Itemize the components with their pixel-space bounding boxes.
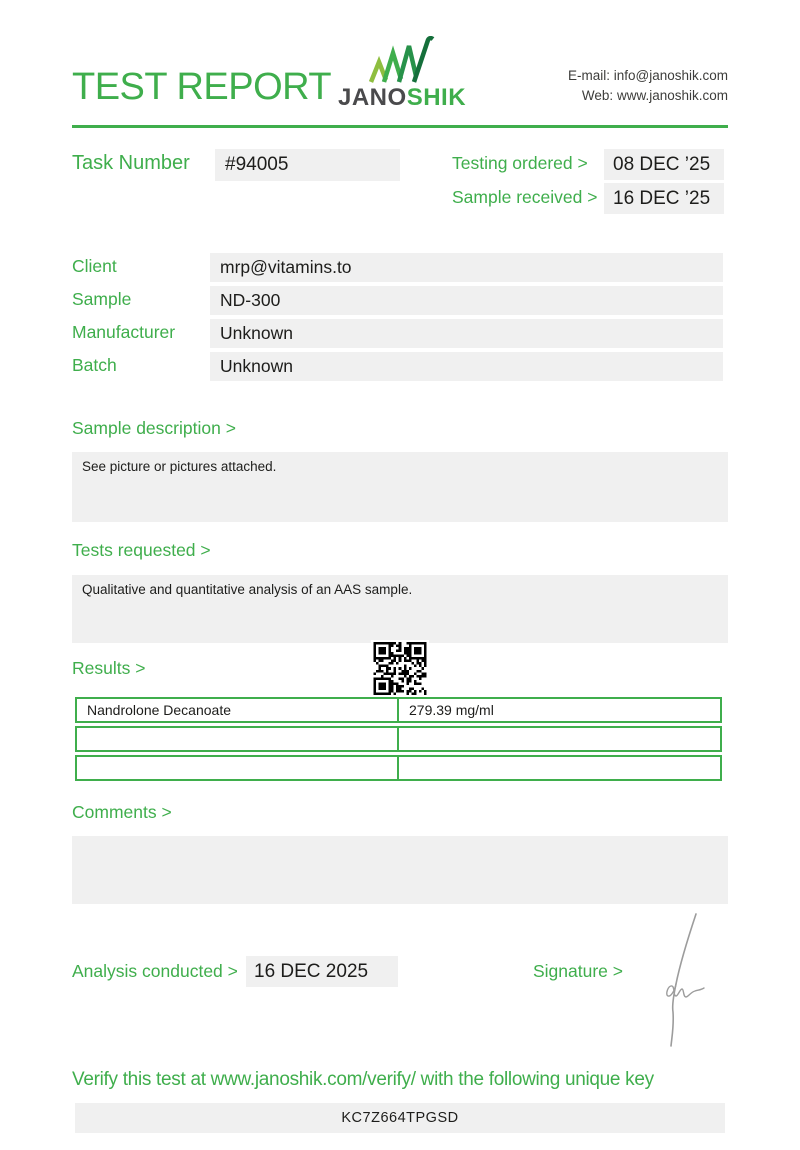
client-label: Client — [72, 256, 117, 276]
info-row-client — [72, 253, 728, 282]
results-table-row — [75, 755, 722, 781]
verify-key: KC7Z664TPGSD — [75, 1103, 725, 1133]
sample-description-box — [72, 452, 728, 522]
substance-cell — [77, 728, 399, 750]
analysis-conducted-label: Analysis conducted > — [72, 961, 238, 981]
contact-block — [568, 66, 728, 106]
qr-code — [371, 640, 429, 697]
tests-requested-text: Qualitative and quantitative analysis of an AAS sample. — [82, 582, 413, 597]
result-cell — [399, 757, 720, 779]
substance-cell: Nandrolone Decanoate — [77, 699, 399, 721]
info-row-batch — [72, 352, 728, 381]
logo-wordmark — [338, 84, 467, 111]
header-divider — [72, 125, 728, 128]
results-table — [75, 697, 722, 784]
tests-requested-heading: Tests requested > — [72, 540, 211, 560]
sample-description-text: See picture or pictures attached. — [82, 459, 277, 474]
tests-requested-box — [72, 575, 728, 643]
testing-ordered-value: 08 DEC ’25 — [604, 149, 724, 180]
web-value: www.janoshik.com — [616, 88, 728, 103]
results-table-row — [75, 697, 722, 723]
testing-ordered-label: Testing ordered > — [452, 153, 588, 173]
sample-value: ND-300 — [210, 286, 723, 315]
sample-description-heading: Sample description > — [72, 418, 236, 438]
page-title: TEST REPORT — [72, 66, 332, 108]
info-row-sample — [72, 286, 728, 315]
sample-received-value: 16 DEC ’25 — [604, 183, 724, 214]
batch-value: Unknown — [210, 352, 723, 381]
results-table-row — [75, 726, 722, 752]
analysis-conducted-value: 16 DEC 2025 — [246, 956, 398, 987]
janoshik-logo — [338, 36, 467, 111]
logo-text-green: SHIK — [406, 84, 467, 111]
manufacturer-label: Manufacturer — [72, 322, 176, 342]
results-heading: Results > — [72, 658, 146, 678]
sample-received-label: Sample received > — [452, 187, 598, 207]
email-value: info@janoshik.com — [613, 68, 728, 83]
task-number-label: Task Number — [72, 152, 190, 174]
comments-box — [72, 836, 728, 904]
sample-label: Sample — [72, 289, 132, 309]
batch-label: Batch — [72, 355, 117, 375]
info-row-manufacturer — [72, 319, 728, 348]
growth-chart-icon — [362, 36, 440, 84]
task-number-value: #94005 — [215, 149, 400, 181]
result-cell: 279.39 mg/ml — [409, 702, 494, 718]
comments-heading: Comments > — [72, 802, 172, 822]
manufacturer-value: Unknown — [210, 319, 723, 348]
web-label: Web: — [581, 88, 614, 103]
client-value: mrp@vitamins.to — [210, 253, 723, 282]
result-cell — [399, 728, 720, 750]
logo-text-dark: JANO — [338, 84, 407, 111]
substance-cell — [77, 757, 399, 779]
contact-web-line — [568, 86, 728, 106]
contact-email-line — [568, 66, 728, 86]
email-label: E-mail: — [567, 68, 610, 83]
signature-label: Signature > — [533, 961, 623, 981]
verify-instruction: Verify this test at www.janoshik.com/verify/ with the following unique key — [72, 1069, 654, 1090]
signature-scribble — [638, 908, 708, 1050]
